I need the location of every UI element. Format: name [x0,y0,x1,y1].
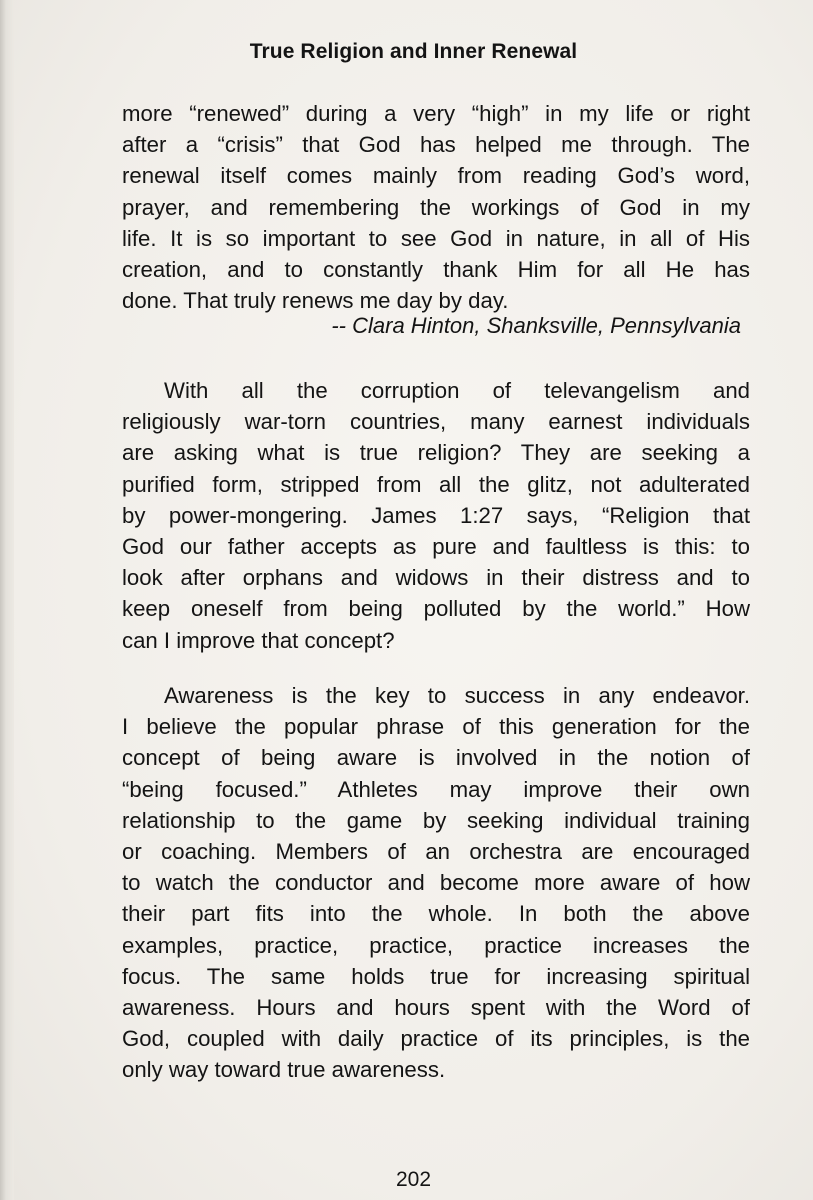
text-line: done. That truly renews me day by day. [122,288,509,314]
paragraph-2 [122,375,750,656]
text-line: their part fits into the whole. In both the above [122,901,750,927]
text-line: or coaching. Members of an orchestra are encouraged [122,838,750,864]
text-line: relationship to the game by seeking individual training [122,807,750,833]
text-line: keep oneself from being polluted by the world.” How [122,596,750,622]
page-number: 202 [395,1168,432,1191]
text-line: renewal itself comes mainly from reading God’s word, [122,163,750,189]
attribution: -- Clara Hinton, Shanksville, Pennsylvania [331,313,741,338]
text-line: creation, and to constantly thank Him for all He has [122,256,750,282]
text-line: concept of being aware is involved in the notion of [122,745,750,771]
text-line: Awareness is the key to success in any endeavor. [164,683,750,708]
text-line: only way toward true awareness. [122,1057,446,1083]
text-line: to watch the conductor and become more aware of how [122,870,750,896]
text-line: “being focused.” Athletes may improve their own [122,776,750,802]
book-page [14,0,813,1200]
page-edge [0,0,14,1200]
running-title: True Religion and Inner Renewal [249,40,578,63]
text-line: more “renewed” during a very “high” in my life or right [122,101,750,126]
text-line: awareness. Hours and hours spent with the Word of [122,994,750,1020]
text-line: are asking what is true religion? They are seeking a [122,440,750,466]
text-line: God, coupled with daily practice of its principles, is the [122,1026,750,1052]
text-line: examples, practice, practice, practice increases the [122,932,750,958]
text-line: purified form, stripped from all the glitz, not adulterated [122,471,750,497]
text-line: With all the corruption of televangelism and [164,378,750,403]
text-line: can I improve that concept? [122,627,395,653]
text-line: prayer, and remembering the workings of God in my [122,194,750,220]
text-line: focus. The same holds true for increasing spiritual [122,963,750,989]
paragraph-1 [122,98,750,316]
text-line: by power-mongering. James 1:27 says, “Religion that [122,502,750,528]
text-line: I believe the popular phrase of this generation for the [122,714,750,740]
text-line: religiously war-torn countries, many earnest individuals [122,409,750,435]
text-line: after a “crisis” that God has helped me through. The [122,132,750,158]
text-line: God our father accepts as pure and faultless is this: to [122,533,750,559]
text-line: look after orphans and widows in their distress and to [122,565,750,591]
paragraph-3 [122,680,750,1085]
text-line: life. It is so important to see God in nature, in all of His [122,225,750,251]
